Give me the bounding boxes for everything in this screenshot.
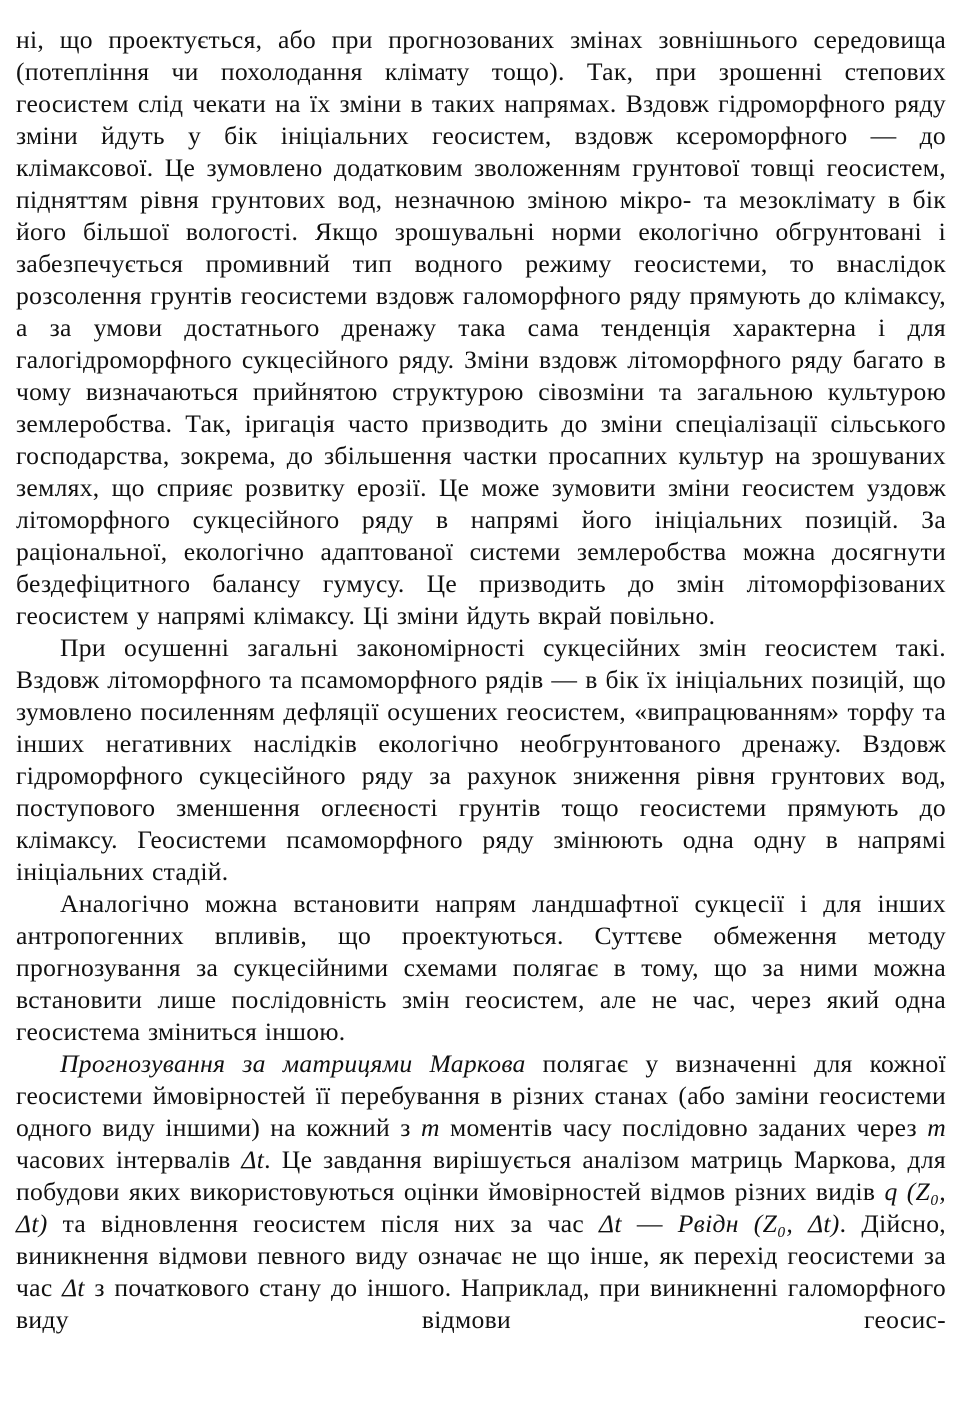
- paragraph-drainage: При осушенні загальні закономірності сукцесійних змін геосистем такі. Вздовж літоморфного та псамоморфного рядів — в бік їх ініціальних позицій, що зумовлено посиленням дефляції осушених геосистем, «випрацюванням» торфу та інших негативних наслідків екологічно необгрунтованого дренажу. Вздовж гідроморфного сукцесійного ряду за рахунок зниження рівня грунтових вод, поступового зменшення оглеєності грунтів тощо геосистеми прямують до клімаксу. Геосистеми псамоморфного ряду змінюють одна одну в напрямі ініціальних стадій.: [16, 633, 946, 886]
- markov-dt-2: Δt: [599, 1209, 622, 1238]
- markov-text-7: з початкового стану до іншого. Наприклад, при виникненні галоморфного виду відмови геосис-: [16, 1273, 946, 1334]
- markov-text-2: моментів часу послідовно заданих через: [439, 1113, 928, 1142]
- markov-m-1: m: [420, 1113, 440, 1142]
- markov-dt-1: Δt: [241, 1145, 265, 1174]
- markov-text-3: часових інтервалів: [16, 1145, 242, 1174]
- markov-text-6: . Дійсно, виникнення відмови певного виду означає не що інше, як перехід геосистеми за час: [16, 1209, 946, 1302]
- paragraph-irrigation: ні, що проектується, або при прогнозованих змінах зовнішнього середовища (потепління чи похолодання клімату тощо). Так, при зрошенні степових геосистем слід чекати на їх зміни в таких напрямах. Вздовж гідроморфного ряду зміни йдуть у бік ініціальних геосистем, вздовж ксероморфного — до клімаксової. Це зумовлено додатковим зволоженням грунтової товщі геосистем, підняттям рівня грунтових вод, незначною зміною мікро- та мезоклімату в бік його більшої вологості. Якщо зрошувальні норми екологічно обгрунтовані і забезпечується промивний тип водного режиму геосистеми, то внаслідок розсолення грунтів геосистеми вздовж галоморфного ряду прямують до клімаксу, а за умови достатнього дренажу така сама тенденція характерна і для галогідроморфного сукцесійного ряду. Зміни вздовж літоморфного ряду багато в чому визначаються прийнятою структурою сівозміни та загальною культурою землеробства. Так, іригація часто призводить до зміни спеціалізації сільського господарства, зокрема, до збільшення частки просапних культур на зрошуваних землях, що сприяє розвитку ерозії. Це може зумовити зміни геосистем уздовж літоморфного сукцесійного ряду в напрямі його ініціальних позицій. За раціональної, екологічно адаптованої системи землеробства можна досягнути бездефіцитного балансу гумусу. Це призводить до змін літоморфізованих геосистем у напрямі клімаксу. Ці зміни йдуть вкрай повільно.: [16, 25, 946, 630]
- markov-text-5: та відновлення геосистем після них за час: [47, 1209, 600, 1238]
- markov-p-expression: Pвідн (Z₀, Δt): [677, 1209, 840, 1238]
- markov-text-4: . Це завдання вирішується аналізом матриць Маркова, для побудови яких використовуються оцінки ймовірностей відмов різних видів: [16, 1145, 946, 1206]
- markov-text-1: полягає у визначенні для кожної геосистеми ймовірностей її перебування в різних станах (або заміни геосистеми одного виду іншими) на кожний з: [16, 1049, 946, 1142]
- markov-m-2: m: [927, 1113, 947, 1142]
- paragraph-succession-limits: Аналогічно можна встановити напрям ландшафтної сукцесії і для інших антропогенних впливів, що проектуються. Суттєве обмеження методу прогнозування за сукцесійними схемами полягає в тому, що за ними можна встановити лише послідовність змін геосистем, але не час, через який одна геосистема зміниться іншою.: [16, 889, 946, 1046]
- markov-dash: —: [621, 1209, 678, 1238]
- markov-dt-3: Δt: [62, 1273, 85, 1302]
- markov-term: Прогнозування за матрицями Маркова: [60, 1049, 526, 1078]
- markov-q-expression: q (Z₀, Δt): [16, 1177, 946, 1238]
- document-page: [16, 24, 946, 1336]
- paragraph-markov: [16, 1048, 946, 1336]
